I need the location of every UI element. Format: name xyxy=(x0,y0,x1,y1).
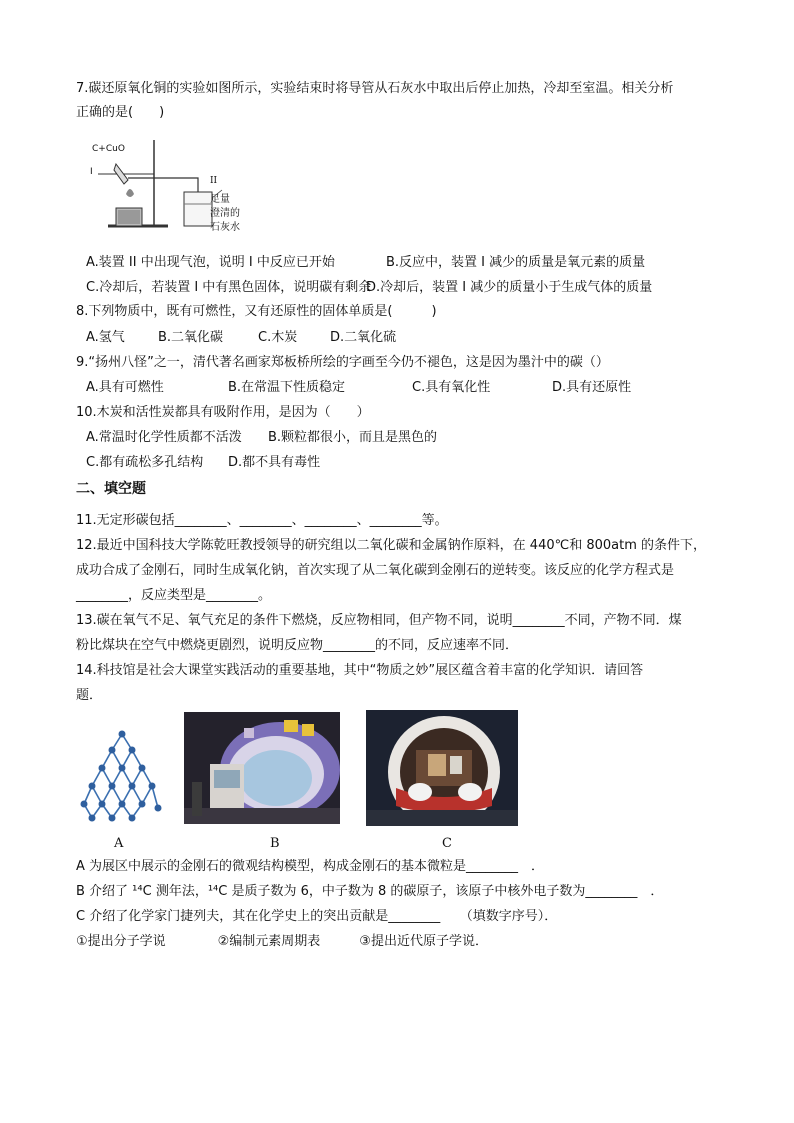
label-c-cuo: C+CuO xyxy=(92,144,125,154)
q14-choices: ①提出分子学说 ②编制元素周期表 ③提出近代原子学说． xyxy=(76,934,488,949)
q8-option-d: D.二氧化硫 xyxy=(330,330,397,345)
q12-line3: ________，反应类型是________。 xyxy=(76,588,272,603)
figure-caption-a: A xyxy=(114,836,124,851)
q7-option-c: C.冷却后，若装置 I 中有黑色固体，说明碳有剩余 xyxy=(86,280,372,295)
q10-stem: 10.木炭和活性炭都具有吸附作用，是因为（ ） xyxy=(76,405,370,420)
q9-option-d: D.具有还原性 xyxy=(552,380,632,395)
exhibit-photo-b xyxy=(184,712,340,824)
q9-option-b: B.在常温下性质稳定 xyxy=(228,380,346,395)
q14-line1: 14.科技馆是社会大课堂实践活动的重要基地，其中“物质之妙”展区蕴含着丰富的化学知识．请回答 xyxy=(76,663,644,678)
q10-option-d: D.都不具有毒性 xyxy=(228,455,321,470)
q14-sub-c: C 介绍了化学家门捷列夫，其在化学史上的突出贡献是________ （填数字序号）． xyxy=(76,909,558,924)
q7-stem-line2: 正确的是( ) xyxy=(76,105,165,120)
label-limewater: 石灰水 xyxy=(210,222,240,233)
q8-stem: 8.下列物质中，既有可燃性，又有还原性的固体单质是( ) xyxy=(76,304,437,319)
q10-option-c: C.都有疏松多孔结构 xyxy=(86,455,204,470)
apparatus-figure xyxy=(88,134,258,246)
label-excess: 足量 xyxy=(210,194,230,205)
q10-option-b: B.颗粒都很小，而且是黑色的 xyxy=(268,430,438,445)
q12-line1: 12.最近中国科技大学陈乾旺教授领导的研究组以二氧化碳和金属钠作原料，在 440℃和 800atm 的条件下， xyxy=(76,538,707,553)
label-clear: 澄清的 xyxy=(210,208,240,219)
q9-option-c: C.具有氧化性 xyxy=(412,380,491,395)
q12-line2: 成功合成了金刚石，同时生成氧化钠，首次实现了从二氧化碳到金刚石的逆转变。该反应的化学方程式是 xyxy=(76,563,675,578)
q14-sub-a: A 为展区中展示的金刚石的微观结构模型，构成金刚石的基本微粒是________ ． xyxy=(76,859,545,874)
q13-line1: 13.碳在氧气不足、氧气充足的条件下燃烧，反应物相同，但产物不同，说明________不同，产物不同．煤 xyxy=(76,613,682,628)
q13-line2: 粉比煤块在空气中燃烧更剧烈，说明反应物________的不同，反应速率不同． xyxy=(76,638,519,653)
q11-text: 11.无定形碳包括________、________、________、________等。 xyxy=(76,513,448,528)
exhibit-photo-c xyxy=(366,710,518,826)
figure-caption-b: B xyxy=(270,836,280,851)
q7-option-b: B.反应中，装置 I 减少的质量是氧元素的质量 xyxy=(386,255,646,270)
diamond-lattice-drawing xyxy=(76,728,162,826)
section-heading-fill-in: 二、填空题 xyxy=(76,481,146,497)
q9-option-a: A.具有可燃性 xyxy=(86,380,164,395)
q14-line2: 题． xyxy=(76,688,103,703)
exhibit-b-drawing xyxy=(184,712,340,824)
q10-option-a: A.常温时化学性质都不活泼 xyxy=(86,430,242,445)
q8-option-c: C.木炭 xyxy=(258,330,298,345)
q7-option-a: A.装置 II 中出现气泡，说明 I 中反应已开始 xyxy=(86,255,335,270)
label-device-ii: II xyxy=(210,176,218,186)
figure-caption-c: C xyxy=(442,836,452,851)
q8-option-b: B.二氧化碳 xyxy=(158,330,224,345)
q14-sub-b: B 介绍了 ¹⁴C 测年法，¹⁴C 是质子数为 6，中子数为 8 的碳原子，该原子中核外电子数为________ ． xyxy=(76,884,664,899)
q7-option-d: D.冷却后，装置 I 减少的质量小于生成气体的质量 xyxy=(366,280,653,295)
q7-stem-line1: 7.碳还原氧化铜的实验如图所示，实验结束时将导管从石灰水中取出后停止加热，冷却至室温。相关分析 xyxy=(76,81,674,96)
exhibit-c-drawing xyxy=(366,710,518,826)
q8-option-a: A.氢气 xyxy=(86,330,125,345)
label-device-i: I xyxy=(90,167,93,177)
diamond-structure-model xyxy=(76,728,162,826)
q9-stem: 9.“扬州八怪”之一，清代著名画家郑板桥所绘的字画至今仍不褪色，这是因为墨汁中的碳（） xyxy=(76,355,609,370)
